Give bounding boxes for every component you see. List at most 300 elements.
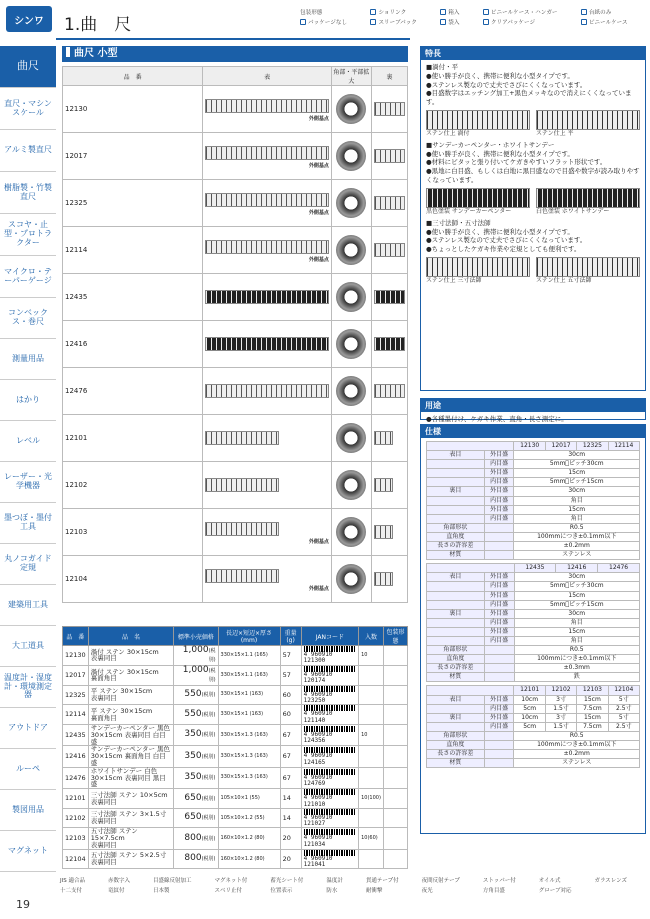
spec-value: 30cm [514,451,640,460]
spec-label [484,759,514,768]
spec-value: 15cm [514,627,639,636]
spec-group [427,636,485,645]
spec-group: 材質 [427,759,485,768]
legend-item [300,18,364,26]
column-header: 角部・平部拡大 [331,67,371,86]
product-code: 12416 [63,746,89,767]
sidebar-tab[interactable]: 建築用工具 [0,585,56,626]
price-value: 650 [184,812,202,823]
ruler-image [374,196,405,210]
ruler-photo [536,110,640,130]
icon-legend-footer [60,876,646,894]
footer-item: 目盛線反射加工 [152,878,192,884]
price [174,646,218,666]
jan-code [301,849,358,869]
title-underline [56,38,410,40]
data-row [63,808,408,828]
image-caption: ステン仕上 渦付 [426,129,470,137]
front-image [203,368,332,415]
category-sidebar [0,46,56,872]
data-row [63,705,408,725]
back-image [371,180,407,227]
sidebar-tab[interactable]: 製図用品 [0,790,56,831]
dimensions: 330×15×1.3 (163) [218,746,280,767]
weight: 67 [280,767,301,788]
spec-value: 5cm [514,722,545,731]
spec-value: 7.5cm [577,704,608,713]
data-row [63,724,408,745]
jan-number: 4 960910 124356 [303,730,333,745]
image-caption: 黒色塗装 サンデーカーペンター [426,207,512,215]
corner-image [331,415,371,462]
sidebar-tab[interactable]: 墨つぼ・墨付工具 [0,503,56,544]
corner-image [331,227,371,274]
spec-label [484,523,514,532]
weight: 14 [280,789,301,809]
spec-value: 5mm゚ピッチ15cm [514,478,640,487]
dimensions: 330×15×1.3 (163) [218,767,280,788]
legend-label: ビニールケース [588,20,628,26]
package-icon-cell [383,685,407,705]
name-line-1: 平 ステン 30×15cm [90,706,153,715]
package-icon-cell [383,808,407,828]
data-row [63,767,408,788]
ruler-image [205,290,329,304]
spec-value: 30cm [514,573,639,582]
corner-image [331,462,371,509]
jan-code [301,646,358,666]
feature-images [426,110,640,138]
name-line-1: サンデーカーペンター 黒色 [90,745,171,754]
product-code: 12130 [63,646,89,666]
spec-group [427,514,485,523]
spec-header: 12102 [545,686,576,695]
front-image [203,180,332,227]
brand-logo: シンワ [6,6,52,32]
spec-value: 5mm゚ピッチ30cm [514,460,640,469]
jan-code [301,705,358,725]
spec-group: 材質 [427,551,485,560]
spec-group: 直角度 [427,741,485,750]
spec-label [484,731,514,740]
corner-disc [336,329,366,359]
package-icon [581,19,587,25]
ruler-image [205,384,329,398]
spec-value: ステンレス [514,551,640,560]
feature-item: ●ちょっとしたケガキ作業や定規としても便利です。 [426,245,581,254]
front-image [203,556,332,603]
product-row [63,368,408,415]
spec-header: 12114 [608,442,639,451]
feature-head: ■三寸法師・五寸法師 [426,218,491,227]
price-value: 350 [184,729,202,740]
price [174,828,218,849]
corner-disc [336,470,366,500]
usage-header: 用途 [421,399,645,412]
product-code: 12416 [63,321,203,368]
spec-group: 裏目 [427,609,485,618]
weight: 14 [280,808,301,828]
back-image [371,415,407,462]
spec-value: 30cm [514,609,639,618]
column-header: 包装形態 [383,627,407,646]
spec-value: ±0.3mm [514,664,639,673]
spec-value: 15cm [514,591,639,600]
spec-value: 2.5寸 [608,722,639,731]
feature-image [536,110,640,138]
footer-item: オイル式 [538,878,561,884]
product-code: 12103 [63,509,203,556]
ruler-image [205,337,329,351]
sidebar-tab[interactable]: マグネット [0,831,56,872]
spec-label: 外目盛 [484,573,514,582]
footer-item: 夜間反射テープ [421,878,460,884]
spec-label: 内目盛 [484,722,514,731]
dimensions: 330×15×1.1 (165) [218,646,280,666]
column-header: 入数 [359,627,384,646]
product-code: 12102 [63,462,203,509]
spec-label: 内目盛 [484,478,514,487]
jan-code [301,789,358,809]
pack-count: 10(60) [359,828,384,849]
spec-value: 1.5寸 [545,722,576,731]
dimensions: 330×15×1.3 (163) [218,724,280,745]
jan-number: 4 960910 121041 [303,854,333,869]
spec-value: 5寸 [608,695,639,704]
legend-label: パッケージなし [308,20,348,26]
package-icon-cell [383,767,407,788]
data-row [63,789,408,809]
weight: 67 [280,746,301,767]
sidebar-tab[interactable]: スコヤ・止型・プロトラクター [0,214,56,256]
ruler-image [205,522,279,536]
tax-note: (税別) [208,648,216,664]
jan-number: 4 960910 120174 [303,671,333,685]
tax-note: (税別) [201,815,216,822]
jan-code [301,767,358,788]
footer-item: グローブ対応 [538,888,572,894]
legend-item [483,18,575,26]
product-code: 12101 [63,415,203,462]
feature-item: ●材料にピタッと張り付いてケガきやすいフラット形状です。 [426,158,607,167]
legend-head: 包装形態 [300,10,323,16]
spec-label [484,542,514,551]
spec-header [427,564,515,573]
spec-group [427,469,485,478]
product-name [88,685,174,705]
spec-label [484,673,514,682]
spec-label: 外目盛 [484,487,514,496]
jan-number: 4 960910 121010 [303,794,333,808]
feature-item: ●使い勝手が良く、携帯に便利な小型タイプです。 [426,227,574,236]
features-panel [420,46,646,391]
sidebar-tab[interactable]: アウトドア [0,708,56,749]
product-code: 12104 [63,556,203,603]
spec-value: 15cm [514,469,640,478]
spec-group [427,460,485,469]
spec-value: 3寸 [545,713,576,722]
jan-code [301,746,358,767]
spec-value: 角目 [514,618,639,627]
dimensions: 330×15×1 (163) [218,705,280,725]
spec-value: R0.5 [514,731,640,740]
price [174,767,218,788]
sidebar-tab[interactable]: マイクロ・テーパーゲージ [0,256,56,298]
price [174,665,218,685]
feature-images [426,188,640,216]
spec-group [427,496,485,505]
product-name [88,646,174,666]
spec-value: 3寸 [545,695,576,704]
product-code: 12476 [63,767,89,788]
tax-note: (税別) [208,667,216,684]
packaging-legend [300,8,645,26]
product-image-table [62,66,408,603]
product-row [63,415,408,462]
product-code: 12435 [63,724,89,745]
front-image [203,415,332,462]
ruler-image [205,431,279,445]
sidebar-tab[interactable]: 直尺・マシンスケール [0,88,56,130]
weight: 60 [280,705,301,725]
product-name [88,665,174,685]
dimensions: 330×15×1 (163) [218,685,280,705]
pack-count [359,746,384,767]
sidebar-tab[interactable]: 樹脂製・竹製直尺 [0,172,56,214]
sidebar-tab[interactable]: 曲尺 [0,46,56,88]
footer-item: 日本製 [152,888,170,894]
data-row [63,746,408,767]
spec-value: R0.5 [514,523,640,532]
sidebar-tab[interactable]: 大工道具 [0,626,56,667]
name-line-1: 三寸法師 ステン 3×1.5寸 [90,810,167,819]
spec-value: 5mm゚ピッチ15cm [514,600,639,609]
spec-header: 12017 [545,442,576,451]
section-title: 曲尺 小型 [74,48,118,59]
spec-group: 直角度 [427,655,485,664]
spec-group: 角部形状 [427,523,485,532]
spec-label: 内目盛 [484,460,514,469]
sidebar-tab[interactable]: コンベックス・巻尺 [0,298,56,339]
product-row [63,86,408,133]
sidebar-tab[interactable]: はかり [0,380,56,421]
corner-image [331,274,371,321]
tax-note: (税別) [201,753,216,760]
product-code: 12325 [63,685,89,705]
sidebar-tab[interactable]: 丸ノコガイド定規 [0,544,56,585]
column-header: 標準小売価格 [174,627,218,646]
dimensions: 160×10×1.2 (80) [218,849,280,869]
tax-note: (税別) [201,835,216,842]
package-icon-cell [383,724,407,745]
footer-item: 貫通テープ付 [365,878,399,884]
spec-group: 材質 [427,673,485,682]
product-code: 12114 [63,227,203,274]
corner-disc [336,94,366,124]
footer-item: JIS 適合品 [60,878,85,884]
product-code: 12103 [63,828,89,849]
price [174,746,218,767]
legend-item [440,8,477,16]
section-marker [66,47,70,57]
column-header: 表 [203,67,332,86]
dimensions: 330×15×1.1 (163) [218,665,280,685]
spec-header: 12130 [514,442,545,451]
outer-base-label: 外側基点 [308,538,329,545]
page-number: 19 [16,898,30,911]
back-image [371,321,407,368]
corner-disc [336,517,366,547]
outer-base-label: 外側基点 [308,256,329,263]
spec-label: 外目盛 [484,609,514,618]
name-line-2: 表裏同目 [90,797,117,806]
spec-label [484,646,514,655]
ruler-image [205,240,329,254]
name-line-2: 30×15cm 表裏同目 白目盛 [90,730,166,746]
spec-table [426,563,640,682]
product-row [63,321,408,368]
page-title: 1.曲 尺 [64,15,132,35]
price [174,705,218,725]
spec-label: 外目盛 [484,505,514,514]
spec-table [426,441,640,560]
front-image [203,133,332,180]
spec-value: 100mmにつき±0.1mm以下 [514,655,639,664]
jan-number: 4 960910 121300 [303,651,333,665]
spec-value: 30cm [514,487,640,496]
ruler-image [205,478,279,492]
jan-number: 4 960910 121027 [303,813,333,828]
name-line-2: 表裏同目 [90,841,117,850]
ruler-image [205,146,329,160]
sidebar-tab[interactable]: ルーペ [0,749,56,790]
front-image [203,86,332,133]
spec-value: 7.5cm [577,722,608,731]
footer-item: ガラスレンズ [594,878,627,884]
tax-note: (税別) [201,732,216,739]
pack-count: 10 [359,724,384,745]
pack-count [359,685,384,705]
data-row [63,646,408,666]
name-line-2: 表裏同目 [90,858,117,867]
spec-label: 内目盛 [484,600,514,609]
corner-disc [336,188,366,218]
footer-item: マグネット付 [214,878,248,884]
features-header: 特長 [421,47,645,60]
jan-code [301,665,358,685]
corner-disc [336,564,366,594]
spec-group [427,591,485,600]
name-line-2: 裏面角目 [90,713,117,722]
feature-image [426,257,530,285]
data-row [63,685,408,705]
section-header [62,46,408,62]
spec-value: 15cm [577,713,608,722]
corner-image [331,556,371,603]
spec-value: R0.5 [514,646,639,655]
product-name [88,705,174,725]
sidebar-tab[interactable]: レーザー・光学機器 [0,462,56,503]
product-row [63,556,408,603]
ruler-image [374,337,405,351]
spec-label [484,655,514,664]
price [174,789,218,809]
name-line-2: 30×15cm 表裏同目 黒目盛 [90,773,166,789]
pack-count [359,808,384,828]
spec-label [484,532,514,541]
weight: 60 [280,685,301,705]
image-caption: ステン仕上 三寸法師 [426,276,482,284]
corner-image [331,133,371,180]
name-line-1: 五寸法師 ステン 15×7.5cm [90,827,138,843]
weight: 20 [280,828,301,849]
footer-item: 蓄光シート付 [270,878,304,884]
spec-label: 内目盛 [484,496,514,505]
footer-item: スベリ止付 [214,888,242,894]
spec-header: 12101 [514,686,545,695]
name-line-2: 裏面角目 [90,674,117,683]
price-value: 1,000 [182,645,209,655]
usage-panel [420,398,646,423]
image-caption: 白色塗装 ホワイトサンデー [536,207,610,215]
legend-label: スリーブパック [378,20,417,26]
weight: 57 [280,665,301,685]
product-code: 12435 [63,274,203,321]
sidebar-tab[interactable]: 温度計・湿度計・環境測定器 [0,667,56,708]
spec-header [427,686,514,695]
tax-note: (税別) [201,692,216,699]
spec-group: 直角度 [427,532,485,541]
sidebar-tab[interactable]: レベル [0,421,56,462]
ruler-image [374,149,405,163]
spec-value: ±0.2mm [514,750,640,759]
tax-note: (税別) [201,711,216,718]
pack-count: 10 [359,646,384,666]
product-code: 12114 [63,705,89,725]
spec-header: 仕様 [421,425,645,438]
footer-item: 竜紋付 [107,888,125,894]
jan-code [301,685,358,705]
price-value: 800 [184,832,202,843]
legend-label: 箱入 [448,10,460,16]
package-icon [483,9,489,15]
package-icon-cell [383,849,407,869]
footer-item: 位置表示 [270,888,293,894]
spec-group: 角部形状 [427,731,485,740]
corner-disc [336,423,366,453]
spec-value: 鉄 [514,673,639,682]
sidebar-tab[interactable]: アルミ製直尺 [0,130,56,172]
product-code: 12130 [63,86,203,133]
package-icon [581,9,587,15]
spec-label: 外目盛 [484,695,514,704]
spec-label [484,741,514,750]
price [174,808,218,828]
sidebar-tab[interactable]: 測量用品 [0,339,56,380]
footer-item: 赤数字入 [107,878,130,884]
legend-item [440,18,477,26]
column-header: 裏 [371,67,407,86]
product-row [63,180,408,227]
front-image [203,274,332,321]
product-row [63,227,408,274]
legend-item [581,18,645,26]
spec-value: 5cm [514,704,545,713]
footer-item: 夜光 [421,888,433,894]
column-header: 品 名 [88,627,174,646]
product-code: 12101 [63,789,89,809]
ruler-photo [426,257,530,277]
